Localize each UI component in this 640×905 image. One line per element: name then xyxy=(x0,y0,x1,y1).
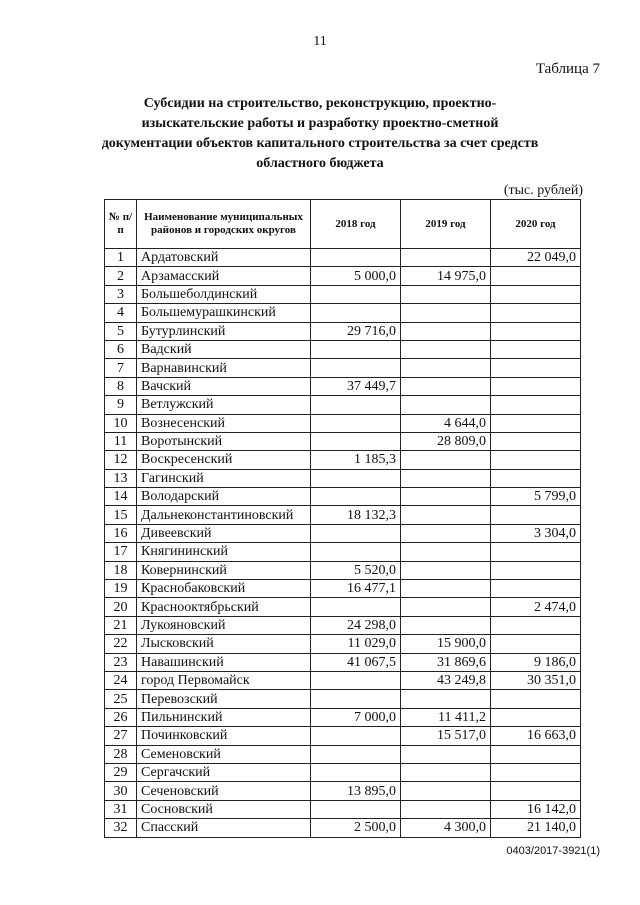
cell-name: Гагинский xyxy=(137,469,311,487)
table-row xyxy=(105,396,581,414)
cell-2019 xyxy=(401,469,491,487)
cell-2019 xyxy=(401,598,491,616)
cell-name: Перевозский xyxy=(137,690,311,708)
cell-2018: 24 298,0 xyxy=(311,616,401,634)
cell-2020: 21 140,0 xyxy=(491,819,581,837)
cell-name: Краснооктябрьский xyxy=(137,598,311,616)
cell-2018 xyxy=(311,671,401,689)
cell-2019 xyxy=(401,396,491,414)
cell-name: Сергачский xyxy=(137,763,311,781)
cell-num: 26 xyxy=(105,708,137,726)
cell-2019: 15 517,0 xyxy=(401,727,491,745)
cell-2020 xyxy=(491,635,581,653)
table-row xyxy=(105,580,581,598)
cell-num: 17 xyxy=(105,543,137,561)
cell-2018 xyxy=(311,304,401,322)
cell-2018 xyxy=(311,690,401,708)
cell-2020 xyxy=(491,396,581,414)
cell-name: Дивеевский xyxy=(137,524,311,542)
cell-name: Навашинский xyxy=(137,653,311,671)
cell-2019 xyxy=(401,359,491,377)
cell-2020 xyxy=(491,616,581,634)
cell-name: Арзамасский xyxy=(137,267,311,285)
table-row xyxy=(105,432,581,450)
cell-2020 xyxy=(491,543,581,561)
cell-2020 xyxy=(491,469,581,487)
cell-num: 27 xyxy=(105,727,137,745)
cell-2019 xyxy=(401,488,491,506)
cell-num: 3 xyxy=(105,285,137,303)
cell-2019 xyxy=(401,543,491,561)
cell-name: Воротынский xyxy=(137,432,311,450)
table-row xyxy=(105,616,581,634)
cell-2020 xyxy=(491,451,581,469)
table-row xyxy=(105,304,581,322)
cell-name: Лукояновский xyxy=(137,616,311,634)
cell-name: Семеновский xyxy=(137,745,311,763)
cell-num: 15 xyxy=(105,506,137,524)
cell-2018: 13 895,0 xyxy=(311,782,401,800)
cell-name: Ветлужский xyxy=(137,396,311,414)
cell-name: город Первомайск xyxy=(137,671,311,689)
cell-num: 2 xyxy=(105,267,137,285)
cell-2019 xyxy=(401,377,491,395)
cell-num: 22 xyxy=(105,635,137,653)
cell-name: Вознесенский xyxy=(137,414,311,432)
cell-num: 7 xyxy=(105,359,137,377)
table-title: Субсидии на строительство, реконструкцию, проектно-изыскательские работы и разработку проектно-сметной документации объектов капитального строительства за счет средств областного бюджета xyxy=(101,96,539,171)
cell-num: 1 xyxy=(105,249,137,267)
cell-2020: 9 186,0 xyxy=(491,653,581,671)
cell-2019 xyxy=(401,304,491,322)
cell-num: 31 xyxy=(105,800,137,818)
cell-2018 xyxy=(311,524,401,542)
cell-num: 24 xyxy=(105,671,137,689)
cell-2019 xyxy=(401,800,491,818)
cell-2018: 5 520,0 xyxy=(311,561,401,579)
cell-2018 xyxy=(311,800,401,818)
cell-num: 6 xyxy=(105,340,137,358)
table-row xyxy=(105,727,581,745)
cell-num: 19 xyxy=(105,580,137,598)
table-row xyxy=(105,451,581,469)
cell-name: Починковский xyxy=(137,727,311,745)
table-label: Таблица 7 xyxy=(535,61,600,77)
cell-name: Большеболдинский xyxy=(137,285,311,303)
table-row xyxy=(105,469,581,487)
cell-2018: 11 029,0 xyxy=(311,635,401,653)
header-num: № п/п xyxy=(105,200,137,249)
cell-2019 xyxy=(401,322,491,340)
cell-2020 xyxy=(491,340,581,358)
cell-2018 xyxy=(311,763,401,781)
cell-2020: 3 304,0 xyxy=(491,524,581,542)
cell-name: Вадский xyxy=(137,340,311,358)
cell-2020 xyxy=(491,267,581,285)
cell-name: Ковернинский xyxy=(137,561,311,579)
cell-name: Княгининский xyxy=(137,543,311,561)
table-row xyxy=(105,322,581,340)
cell-2019: 14 975,0 xyxy=(401,267,491,285)
cell-num: 25 xyxy=(105,690,137,708)
cell-2020: 30 351,0 xyxy=(491,671,581,689)
cell-2018: 1 185,3 xyxy=(311,451,401,469)
cell-2018 xyxy=(311,340,401,358)
cell-num: 23 xyxy=(105,653,137,671)
cell-2019 xyxy=(401,249,491,267)
subsidies-table xyxy=(104,199,581,838)
cell-2020: 16 663,0 xyxy=(491,727,581,745)
cell-name: Бутурлинский xyxy=(137,322,311,340)
cell-num: 5 xyxy=(105,322,137,340)
cell-2019 xyxy=(401,561,491,579)
table-row xyxy=(105,267,581,285)
cell-num: 13 xyxy=(105,469,137,487)
cell-2020 xyxy=(491,561,581,579)
cell-2019: 4 300,0 xyxy=(401,819,491,837)
document-code: 0403/2017-3921(1) xyxy=(506,845,600,857)
cell-2019: 15 900,0 xyxy=(401,635,491,653)
table-row xyxy=(105,671,581,689)
cell-2018 xyxy=(311,414,401,432)
table-row xyxy=(105,708,581,726)
table-header-row xyxy=(105,200,581,249)
cell-name: Краснобаковский xyxy=(137,580,311,598)
table-row xyxy=(105,782,581,800)
cell-name: Воскресенский xyxy=(137,451,311,469)
cell-2018 xyxy=(311,249,401,267)
table-row xyxy=(105,763,581,781)
cell-num: 9 xyxy=(105,396,137,414)
table-row xyxy=(105,249,581,267)
table-row xyxy=(105,690,581,708)
table-row xyxy=(105,635,581,653)
cell-2019: 31 869,6 xyxy=(401,653,491,671)
header-name: Наименование муниципальных районов и городских округов xyxy=(137,200,311,249)
table-row xyxy=(105,543,581,561)
cell-2018 xyxy=(311,432,401,450)
cell-2018 xyxy=(311,285,401,303)
table-row xyxy=(105,524,581,542)
cell-2018: 5 000,0 xyxy=(311,267,401,285)
cell-name: Спасский xyxy=(137,819,311,837)
cell-2020 xyxy=(491,506,581,524)
cell-name: Вачский xyxy=(137,377,311,395)
cell-2018: 2 500,0 xyxy=(311,819,401,837)
cell-2019 xyxy=(401,745,491,763)
cell-2019: 11 411,2 xyxy=(401,708,491,726)
cell-2018: 18 132,3 xyxy=(311,506,401,524)
cell-name: Володарский xyxy=(137,488,311,506)
cell-2020 xyxy=(491,414,581,432)
cell-num: 4 xyxy=(105,304,137,322)
cell-2020 xyxy=(491,304,581,322)
cell-2020 xyxy=(491,782,581,800)
cell-2020: 5 799,0 xyxy=(491,488,581,506)
header-2020: 2020 год xyxy=(491,200,581,249)
table-row xyxy=(105,800,581,818)
cell-2020 xyxy=(491,690,581,708)
page-number: 11 xyxy=(313,34,327,49)
cell-2019 xyxy=(401,524,491,542)
cell-2019 xyxy=(401,616,491,634)
cell-num: 10 xyxy=(105,414,137,432)
cell-2019: 43 249,8 xyxy=(401,671,491,689)
cell-name: Варнавинский xyxy=(137,359,311,377)
cell-2019: 4 644,0 xyxy=(401,414,491,432)
cell-2019 xyxy=(401,580,491,598)
table-row xyxy=(105,377,581,395)
cell-2018 xyxy=(311,359,401,377)
cell-name: Лысковский xyxy=(137,635,311,653)
cell-2020 xyxy=(491,580,581,598)
cell-2020 xyxy=(491,377,581,395)
header-2019: 2019 год xyxy=(401,200,491,249)
cell-2018 xyxy=(311,469,401,487)
cell-name: Большемурашкинский xyxy=(137,304,311,322)
table-row xyxy=(105,414,581,432)
table-row xyxy=(105,819,581,837)
cell-2020 xyxy=(491,322,581,340)
cell-num: 30 xyxy=(105,782,137,800)
cell-num: 18 xyxy=(105,561,137,579)
table-row xyxy=(105,340,581,358)
cell-2018 xyxy=(311,396,401,414)
cell-2019 xyxy=(401,340,491,358)
cell-2019 xyxy=(401,451,491,469)
cell-2020 xyxy=(491,359,581,377)
cell-2018 xyxy=(311,488,401,506)
cell-name: Пильнинский xyxy=(137,708,311,726)
table-row xyxy=(105,653,581,671)
cell-2018: 41 067,5 xyxy=(311,653,401,671)
cell-2018: 7 000,0 xyxy=(311,708,401,726)
table-row xyxy=(105,285,581,303)
cell-name: Сосновский xyxy=(137,800,311,818)
cell-num: 20 xyxy=(105,598,137,616)
cell-2018 xyxy=(311,745,401,763)
cell-2020 xyxy=(491,285,581,303)
cell-num: 21 xyxy=(105,616,137,634)
cell-2018: 16 477,1 xyxy=(311,580,401,598)
table-row xyxy=(105,359,581,377)
cell-2019 xyxy=(401,690,491,708)
cell-num: 28 xyxy=(105,745,137,763)
cell-2018: 29 716,0 xyxy=(311,322,401,340)
cell-2020: 16 142,0 xyxy=(491,800,581,818)
cell-name: Дальнеконстантиновский xyxy=(137,506,311,524)
cell-name: Ардатовский xyxy=(137,249,311,267)
cell-num: 32 xyxy=(105,819,137,837)
cell-2020 xyxy=(491,432,581,450)
cell-num: 16 xyxy=(105,524,137,542)
cell-2020: 22 049,0 xyxy=(491,249,581,267)
cell-2019: 28 809,0 xyxy=(401,432,491,450)
cell-num: 8 xyxy=(105,377,137,395)
table-row xyxy=(105,561,581,579)
cell-2019 xyxy=(401,285,491,303)
cell-2019 xyxy=(401,782,491,800)
cell-num: 11 xyxy=(105,432,137,450)
units-label: (тыс. рублей) xyxy=(503,183,583,198)
header-2018: 2018 год xyxy=(311,200,401,249)
cell-2018 xyxy=(311,543,401,561)
table-row xyxy=(105,488,581,506)
cell-name: Сеченовский xyxy=(137,782,311,800)
cell-2018 xyxy=(311,727,401,745)
cell-num: 29 xyxy=(105,763,137,781)
cell-num: 14 xyxy=(105,488,137,506)
cell-2018: 37 449,7 xyxy=(311,377,401,395)
cell-2020 xyxy=(491,763,581,781)
table-row xyxy=(105,745,581,763)
table-row xyxy=(105,598,581,616)
cell-2020 xyxy=(491,745,581,763)
cell-2020: 2 474,0 xyxy=(491,598,581,616)
table-row xyxy=(105,506,581,524)
cell-2020 xyxy=(491,708,581,726)
cell-num: 12 xyxy=(105,451,137,469)
cell-2019 xyxy=(401,763,491,781)
cell-2019 xyxy=(401,506,491,524)
cell-2018 xyxy=(311,598,401,616)
